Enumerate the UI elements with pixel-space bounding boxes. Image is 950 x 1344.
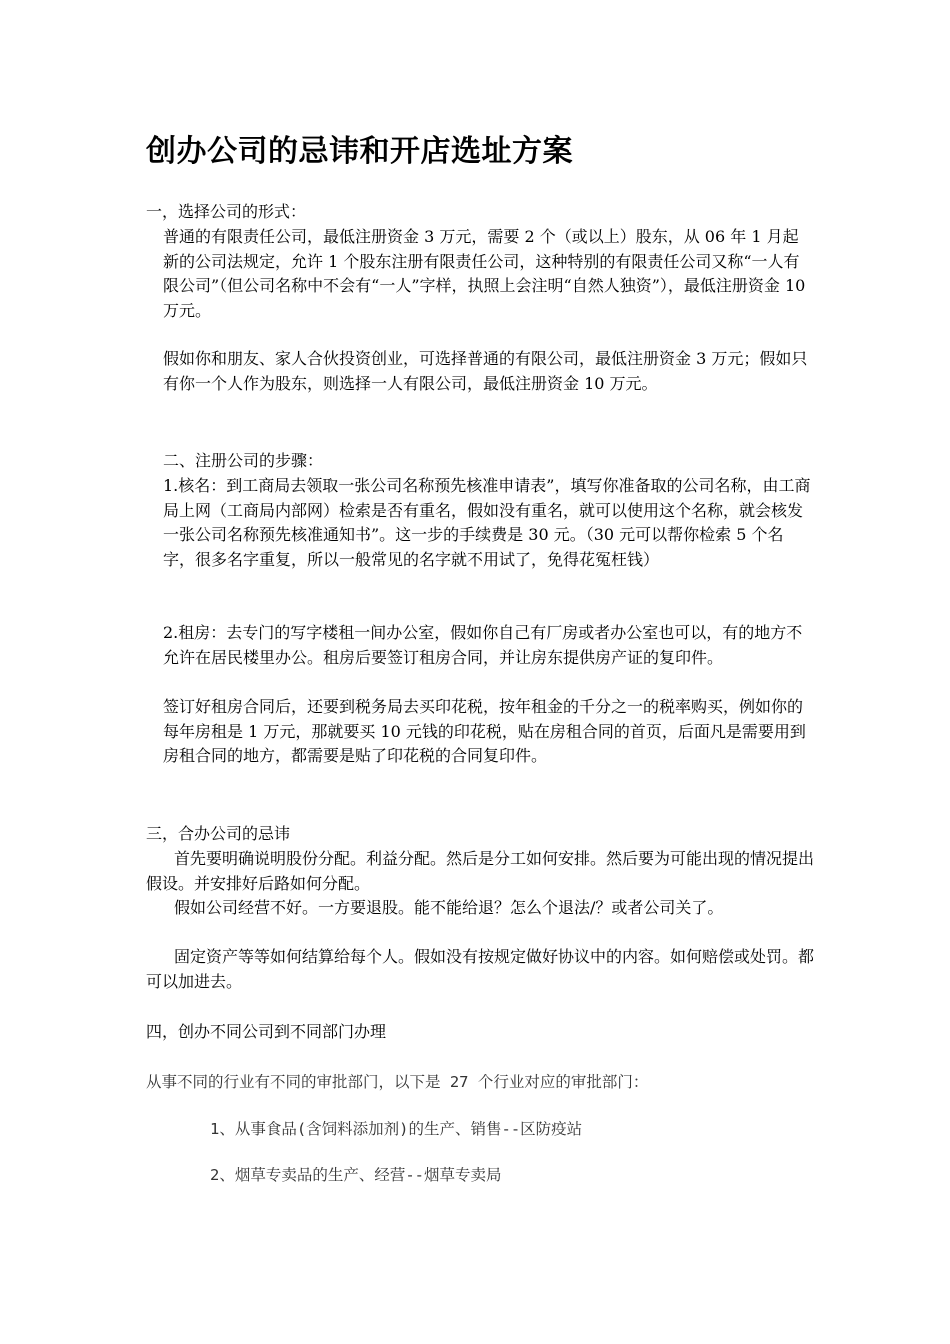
section2-step-2: 2.租房：去专门的写字楼租一间办公室，假如你自己有厂房或者办公室也可以，有的地方不允许在居民楼里办公。租房后要签订租房合同，并让房东提供房产证的复印件。: [163, 623, 803, 667]
list-item: 1、从事食品(含饲料添加剂)的生产、销售--区防疫站: [210, 1120, 583, 1138]
section1-heading: 一，选择公司的形式：: [146, 202, 307, 221]
page-title: 创办公司的忌讳和开店选址方案: [146, 134, 573, 169]
section3-heading: 三，合办公司的忌讳: [146, 824, 291, 843]
section3-paragraph-2: 假如公司经营不好。一方要退股。能不能给退？怎么个退法/？或者公司关了。: [174, 898, 724, 917]
section1-paragraph-2: 假如你和朋友、家人合伙投资创业，可选择普通的有限公司，最低注册资金 3 万元；假如只有你一个人作为股东，则选择一人有限公司，最低注册资金 10 万元。: [163, 349, 808, 393]
section2-step-2-tax: 签订好租房合同后，还要到税务局去买印花税，按年租金的千分之一的税率购买，例如你的每年房租是 1 万元，那就要买 10 元钱的印花税，贴在房租合同的首页，后面凡是需要用到房租合同的地方，都需要是贴了印花税的合同复印件。: [163, 697, 806, 765]
list-item: 2、烟草专卖品的生产、经营--烟草专卖局: [210, 1166, 502, 1184]
section3-paragraph-3: 固定资产等等如何结算给每个人。假如没有按规定做好协议中的内容。如何赔偿或处罚。都可以加进去。: [146, 947, 815, 991]
section2-heading: 二、注册公司的步骤：: [163, 451, 324, 470]
section2-step-1: 1.核名：到工商局去领取一张公司名称预先核准申请表”，填写你准备取的公司名称，由工商局上网（工商局内部网）检索是否有重名，假如没有重名，就可以使用这个名称，就会核发一张公司名称预先核准通知书”。这一步的手续费是 30 元。（30 元可以帮你检索 5 个名字，很多名字重复，所以一般常见的名字就不用试了，免得花冤枉钱）: [163, 476, 811, 569]
section4-intro: 从事不同的行业有不同的审批部门，以下是 27 个行业对应的审批部门：: [146, 1073, 649, 1091]
section4-heading: 四，创办不同公司到不同部门办理: [146, 1022, 387, 1041]
section3-paragraph-1: 首先要明确说明股份分配。利益分配。然后是分工如何安排。然后要为可能出现的情况提出假设。并安排好后路如何分配。: [146, 849, 815, 893]
section1-paragraph-1: 普通的有限责任公司，最低注册资金 3 万元，需要 2 个（或以上）股东，从 06 年 1 月起新的公司法规定，允许 1 个股东注册有限责任公司，这种特别的有限责任公司又称“一人有限公司”（但公司名称中不会有“一人”字样，执照上会注明“自然人独资”），最低注册资金 10 万元。: [163, 227, 806, 320]
